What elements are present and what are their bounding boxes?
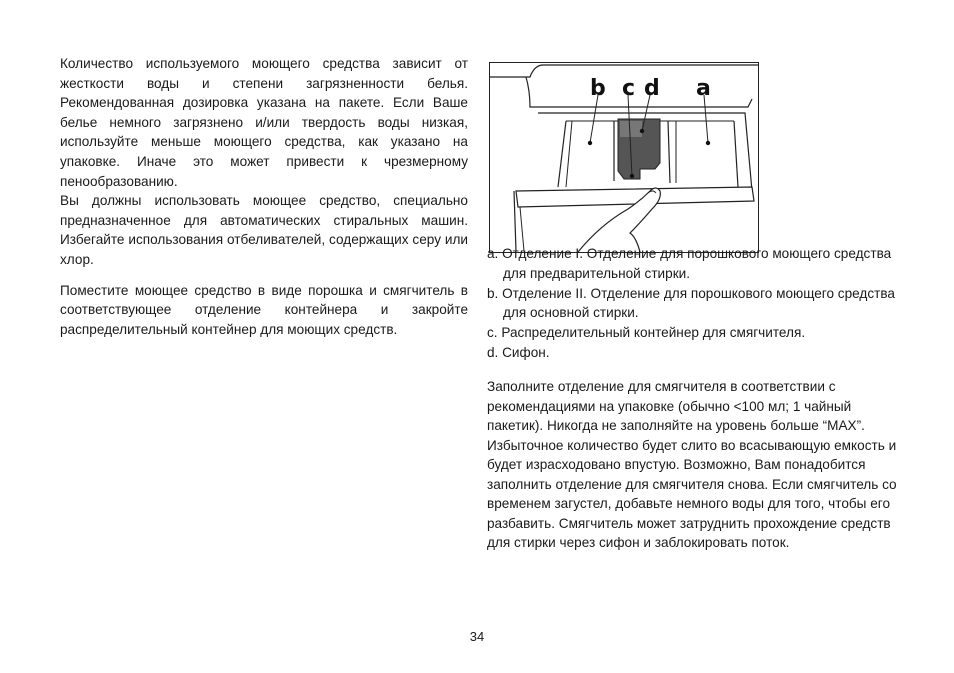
figure-legend — [487, 244, 907, 363]
legend-item-c: c. Распределительный контейнер для смягчителя. — [487, 325, 806, 341]
dot-c — [630, 174, 634, 178]
figure-label-a: a — [696, 76, 711, 101]
wall-3 — [668, 121, 670, 183]
placement-paragraph: Поместите моющее средство в виде порошка и смягчитель в соответствующее отделение контейнера и закройте распределительный контейнер для моющих средств. — [60, 282, 468, 337]
legend-item-a: a. Отделение I. Отделение для порошкового моющего средства для предварительной стирки. — [487, 246, 892, 281]
dispenser-drawing — [490, 63, 758, 252]
softener-instructions-paragraph: Заполните отделение для смягчителя в соответствии с рекомендациями на упаковке (обычно <100 мл; 1 чайный пакетик). Никогда не заполняйте на уровень больше “MAX”. Избыточное количество будет слито во всасывающую емкость и будет израсходовано впустую. Возможно, Вам понадобится заполнить отделение для смягчителя снова. Если смягчитель со временем загустел, добавьте немного воды для того, чтобы его разбавить. Смягчитель может затруднить прохождение средств для стирки через сифон и заблокировать поток. — [487, 379, 897, 550]
wall-4 — [734, 121, 738, 187]
leader-a — [704, 95, 708, 143]
dot-b — [588, 141, 592, 145]
legend-item-d: d. Сифон. — [487, 344, 550, 360]
siphon-cap — [620, 121, 642, 137]
figure-label-b: b — [590, 76, 606, 101]
dosage-paragraph: Количество используемого моющего средства зависит от жесткости воды и степени загрязненности белья. Рекомендованная дозировка указана на пакете. Если Ваше белье немного загрязнено и/или твердость воды низкая, используйте меньше моющего средства, как указано на упаковке. Иначе это может привести к чрезмерному пенообразованию. — [60, 56, 468, 189]
drawer-side — [514, 191, 516, 251]
left-column — [60, 54, 468, 350]
figure-label-d: d — [644, 76, 660, 101]
legend-item-b: b. Отделение II. Отделение для порошкового моющего средства для основной стирки. — [487, 285, 895, 321]
figure-label-c: c — [622, 76, 636, 101]
leader-b — [590, 95, 598, 143]
wall-1b — [566, 121, 572, 187]
dot-a — [706, 141, 710, 145]
dot-d — [640, 129, 644, 133]
wall-1 — [558, 121, 566, 187]
page-number: 34 — [469, 629, 485, 644]
machine-panel-edge — [526, 77, 752, 107]
dispenser-illustration — [489, 62, 759, 253]
detergent-type-paragraph: Вы должны использовать моющее средство, специально предназначенное для автоматических стиральных машин. Избегайте использования отбеливателей, содержащих серу или хлор. — [60, 193, 468, 267]
